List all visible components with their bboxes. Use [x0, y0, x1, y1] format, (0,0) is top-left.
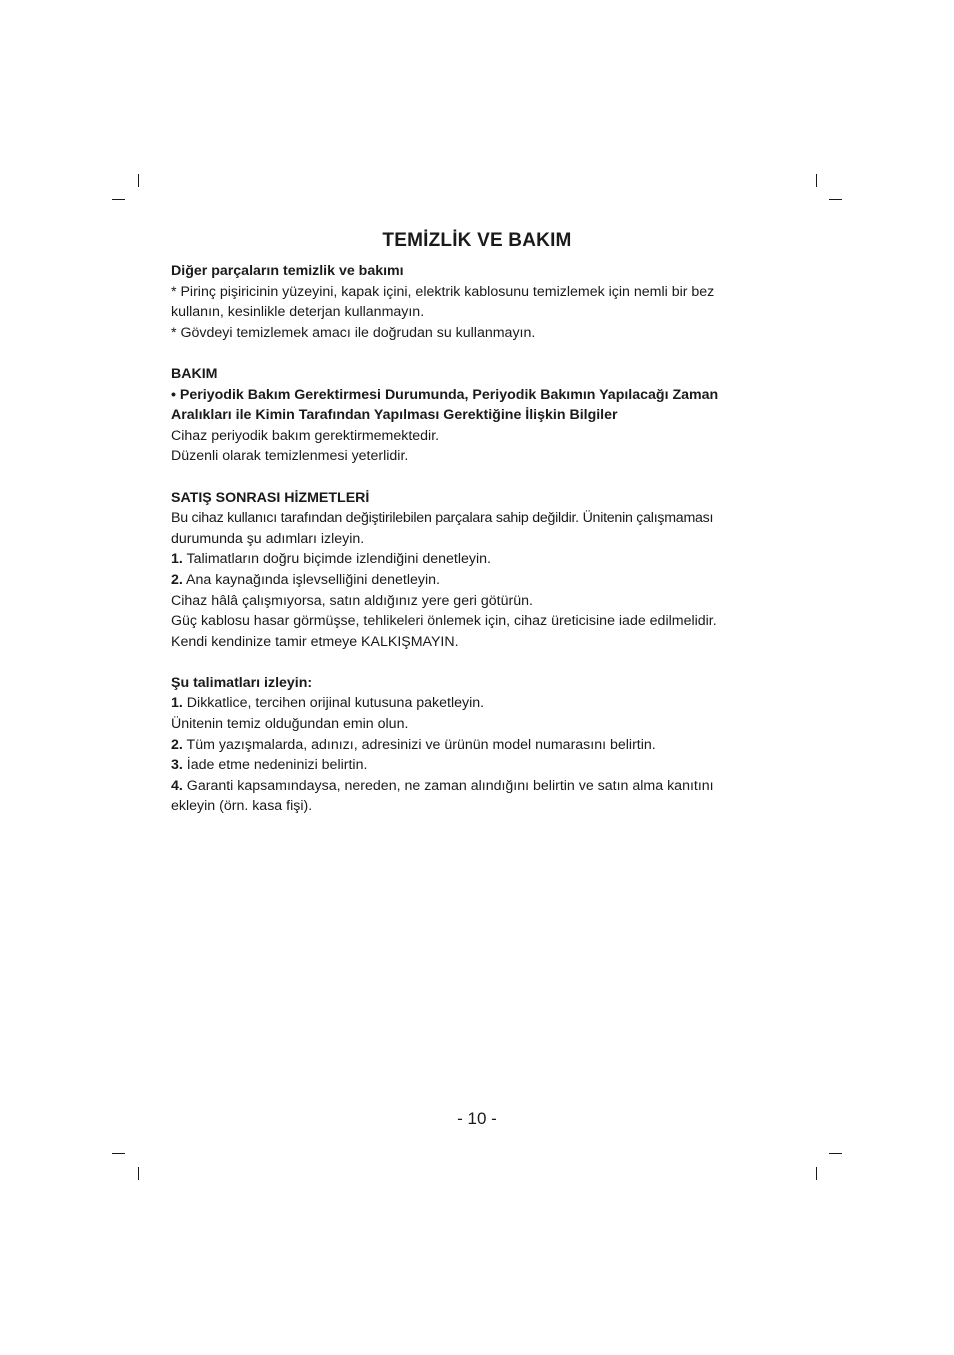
- paragraph-line: Bu cihaz kullanıcı tarafından değiştirilebilen parçalara sahip değildir. Ünitenin çalışmaması: [171, 510, 714, 527]
- step-text: Tüm yazışmalarda, adınızı, adresinizi ve ürünün model numarasını belirtin.: [186, 736, 656, 753]
- paragraph-line: * Pirinç pişiricinin yüzeyini, kapak içini, elektrik kablosunu temizlemek için nemli bir bez: [171, 283, 715, 300]
- step-text: İade etme nedeninizi belirtin.: [186, 757, 368, 774]
- spacer: [171, 343, 785, 364]
- step-item: [171, 755, 785, 776]
- step-item: [171, 549, 785, 570]
- paragraph-line: * Gövdeyi temizlemek amacı ile doğrudan su kullanmayın.: [171, 324, 536, 341]
- paragraph-line: kullanın, kesinlikle deterjan kullanmayın.: [171, 304, 425, 321]
- section-heading-other-parts: Diğer parçaların temizlik ve bakımı: [171, 263, 404, 279]
- paragraph-line: durumunda şu adımları izleyin.: [171, 530, 365, 547]
- crop-mark-top-right-horizontal: [829, 199, 842, 200]
- crop-mark-bottom-right-vertical: [816, 1167, 817, 1180]
- paragraph-line: Ünitenin temiz olduğundan emin olun.: [171, 716, 409, 733]
- step-item: [171, 735, 785, 756]
- step-text: Talimatların doğru biçimde izlendiğini denetleyin.: [186, 551, 491, 568]
- step-text: Ana kaynağında işlevselliğini denetleyin.: [186, 571, 440, 588]
- maintenance-bullet-line: • Periyodik Bakım Gerektirmesi Durumunda, Periyodik Bakımın Yapılacağı Zaman: [171, 386, 719, 403]
- section-heading-after-sales: SATIŞ SONRASI HİZMETLERİ: [171, 489, 370, 506]
- crop-mark-top-left-horizontal: [112, 199, 125, 200]
- paragraph-line: Cihaz periyodik bakım gerektirmemektedir.: [171, 427, 440, 444]
- step-number: 2.: [171, 571, 183, 588]
- step-item: [171, 776, 785, 797]
- crop-mark-bottom-left-vertical: [138, 1167, 139, 1180]
- crop-mark-top-right-vertical: [816, 174, 817, 187]
- paragraph-line: Kendi kendinize tamir etmeye KALKIŞMAYIN.: [171, 633, 459, 650]
- paragraph-line: ekleyin (örn. kasa fişi).: [171, 798, 313, 815]
- step-text: Dikkatlice, tercihen orijinal kutusuna paketleyin.: [186, 695, 485, 712]
- step-number: 4.: [171, 777, 183, 794]
- crop-mark-bottom-right-horizontal: [829, 1153, 842, 1154]
- crop-mark-bottom-left-horizontal: [112, 1153, 125, 1154]
- paragraph-line: Düzenli olarak temizlenmesi yeterlidir.: [171, 448, 409, 465]
- page-number: - 10 -: [457, 1109, 497, 1128]
- spacer: [171, 467, 785, 488]
- paragraph-line: Cihaz hâlâ çalışmıyorsa, satın aldığınız yere geri götürün.: [171, 592, 533, 609]
- step-number: 1.: [171, 695, 183, 712]
- crop-mark-top-left-vertical: [138, 174, 139, 187]
- step-number: 3.: [171, 757, 183, 774]
- step-item: [171, 693, 785, 714]
- page-content: [171, 261, 785, 817]
- section-heading-maintenance: BAKIM: [171, 365, 218, 382]
- step-text: Garanti kapsamındaysa, nereden, ne zaman alındığını belirtin ve satın alma kanıtını: [186, 777, 714, 794]
- section-heading-instructions: Şu talimatları izleyin:: [171, 674, 313, 691]
- step-item: [171, 570, 785, 591]
- maintenance-bullet-line: Aralıkları ile Kimin Tarafından Yapılması Gerektiğine İlişkin Bilgiler: [171, 407, 618, 424]
- step-number: 1.: [171, 551, 183, 568]
- spacer: [171, 652, 785, 673]
- page-title: TEMİZLİK VE BAKIM: [382, 230, 572, 251]
- step-number: 2.: [171, 736, 183, 753]
- paragraph-line: Güç kablosu hasar görmüşse, tehlikeleri önlemek için, cihaz üreticisine iade edilmelidir.: [171, 613, 717, 630]
